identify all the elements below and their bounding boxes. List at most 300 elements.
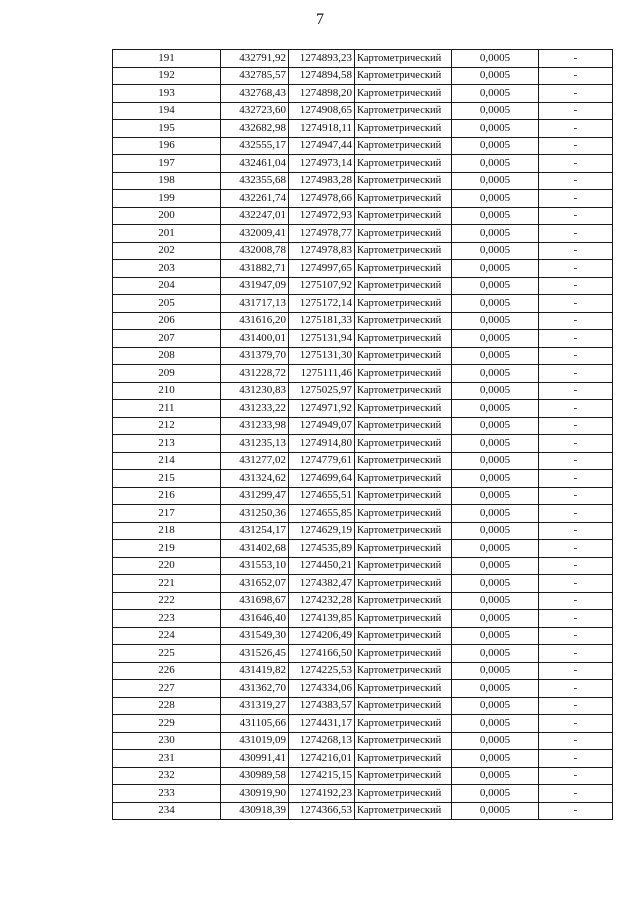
dash-cell: - xyxy=(539,417,613,435)
dash-cell: - xyxy=(539,645,613,663)
x-coordinate-cell: 431235,13 xyxy=(221,435,289,453)
table-row xyxy=(113,452,613,470)
dash-cell: - xyxy=(539,732,613,750)
table-row xyxy=(113,277,613,295)
method-cell: Картометрический xyxy=(355,435,452,453)
method-cell: Картометрический xyxy=(355,330,452,348)
point-number-cell: 199 xyxy=(113,190,221,208)
table-row xyxy=(113,435,613,453)
y-coordinate-cell: 1274268,13 xyxy=(289,732,355,750)
y-coordinate-cell: 1274971,92 xyxy=(289,400,355,418)
table-row xyxy=(113,697,613,715)
x-coordinate-cell: 431947,09 xyxy=(221,277,289,295)
method-cell: Картометрический xyxy=(355,50,452,68)
x-coordinate-cell: 431254,17 xyxy=(221,522,289,540)
point-number-cell: 222 xyxy=(113,592,221,610)
y-coordinate-cell: 1275131,94 xyxy=(289,330,355,348)
dash-cell: - xyxy=(539,592,613,610)
method-cell: Картометрический xyxy=(355,382,452,400)
y-coordinate-cell: 1274949,07 xyxy=(289,417,355,435)
dash-cell: - xyxy=(539,400,613,418)
y-coordinate-cell: 1274216,01 xyxy=(289,750,355,768)
table-row xyxy=(113,680,613,698)
accuracy-cell: 0,0005 xyxy=(452,540,539,558)
x-coordinate-cell: 432682,98 xyxy=(221,120,289,138)
dash-cell: - xyxy=(539,295,613,313)
x-coordinate-cell: 431299,47 xyxy=(221,487,289,505)
x-coordinate-cell: 430919,90 xyxy=(221,785,289,803)
point-number-cell: 198 xyxy=(113,172,221,190)
method-cell: Картометрический xyxy=(355,277,452,295)
dash-cell: - xyxy=(539,697,613,715)
x-coordinate-cell: 431277,02 xyxy=(221,452,289,470)
table-row xyxy=(113,592,613,610)
y-coordinate-cell: 1274655,85 xyxy=(289,505,355,523)
point-number-cell: 229 xyxy=(113,715,221,733)
point-number-cell: 231 xyxy=(113,750,221,768)
accuracy-cell: 0,0005 xyxy=(452,645,539,663)
y-coordinate-cell: 1274918,11 xyxy=(289,120,355,138)
method-cell: Картометрический xyxy=(355,242,452,260)
accuracy-cell: 0,0005 xyxy=(452,172,539,190)
x-coordinate-cell: 432555,17 xyxy=(221,137,289,155)
dash-cell: - xyxy=(539,277,613,295)
method-cell: Картометрический xyxy=(355,225,452,243)
point-number-cell: 233 xyxy=(113,785,221,803)
y-coordinate-cell: 1274978,66 xyxy=(289,190,355,208)
point-number-cell: 230 xyxy=(113,732,221,750)
dash-cell: - xyxy=(539,137,613,155)
y-coordinate-cell: 1274166,50 xyxy=(289,645,355,663)
dash-cell: - xyxy=(539,347,613,365)
dash-cell: - xyxy=(539,662,613,680)
table-row xyxy=(113,627,613,645)
table-row xyxy=(113,120,613,138)
y-coordinate-cell: 1274535,89 xyxy=(289,540,355,558)
method-cell: Картометрический xyxy=(355,120,452,138)
method-cell: Картометрический xyxy=(355,522,452,540)
x-coordinate-cell: 432355,68 xyxy=(221,172,289,190)
method-cell: Картометрический xyxy=(355,557,452,575)
accuracy-cell: 0,0005 xyxy=(452,312,539,330)
point-number-cell: 206 xyxy=(113,312,221,330)
table-row xyxy=(113,802,613,820)
accuracy-cell: 0,0005 xyxy=(452,715,539,733)
accuracy-cell: 0,0005 xyxy=(452,610,539,628)
point-number-cell: 196 xyxy=(113,137,221,155)
dash-cell: - xyxy=(539,522,613,540)
accuracy-cell: 0,0005 xyxy=(452,732,539,750)
method-cell: Картометрический xyxy=(355,610,452,628)
y-coordinate-cell: 1275107,92 xyxy=(289,277,355,295)
table-row xyxy=(113,715,613,733)
method-cell: Картометрический xyxy=(355,715,452,733)
dash-cell: - xyxy=(539,190,613,208)
y-coordinate-cell: 1275025,97 xyxy=(289,382,355,400)
method-cell: Картометрический xyxy=(355,487,452,505)
method-cell: Картометрический xyxy=(355,505,452,523)
dash-cell: - xyxy=(539,365,613,383)
accuracy-cell: 0,0005 xyxy=(452,295,539,313)
dash-cell: - xyxy=(539,470,613,488)
coordinates-table-body xyxy=(113,50,613,820)
x-coordinate-cell: 431646,40 xyxy=(221,610,289,628)
page-number: 7 xyxy=(316,11,324,28)
table-row xyxy=(113,522,613,540)
y-coordinate-cell: 1274383,57 xyxy=(289,697,355,715)
point-number-cell: 226 xyxy=(113,662,221,680)
x-coordinate-cell: 431379,70 xyxy=(221,347,289,365)
point-number-cell: 220 xyxy=(113,557,221,575)
accuracy-cell: 0,0005 xyxy=(452,505,539,523)
point-number-cell: 215 xyxy=(113,470,221,488)
method-cell: Картометрический xyxy=(355,592,452,610)
y-coordinate-cell: 1274366,53 xyxy=(289,802,355,820)
table-row xyxy=(113,330,613,348)
point-number-cell: 214 xyxy=(113,452,221,470)
dash-cell: - xyxy=(539,715,613,733)
table-row xyxy=(113,767,613,785)
method-cell: Картометрический xyxy=(355,697,452,715)
accuracy-cell: 0,0005 xyxy=(452,400,539,418)
y-coordinate-cell: 1274947,44 xyxy=(289,137,355,155)
accuracy-cell: 0,0005 xyxy=(452,225,539,243)
x-coordinate-cell: 431717,13 xyxy=(221,295,289,313)
table-row xyxy=(113,382,613,400)
point-number-cell: 203 xyxy=(113,260,221,278)
dash-cell: - xyxy=(539,120,613,138)
table-row xyxy=(113,575,613,593)
point-number-cell: 232 xyxy=(113,767,221,785)
x-coordinate-cell: 431105,66 xyxy=(221,715,289,733)
method-cell: Картометрический xyxy=(355,750,452,768)
table-row xyxy=(113,312,613,330)
point-number-cell: 209 xyxy=(113,365,221,383)
table-row xyxy=(113,610,613,628)
accuracy-cell: 0,0005 xyxy=(452,417,539,435)
point-number-cell: 217 xyxy=(113,505,221,523)
accuracy-cell: 0,0005 xyxy=(452,50,539,68)
x-coordinate-cell: 431324,62 xyxy=(221,470,289,488)
accuracy-cell: 0,0005 xyxy=(452,627,539,645)
dash-cell: - xyxy=(539,767,613,785)
accuracy-cell: 0,0005 xyxy=(452,750,539,768)
table-row xyxy=(113,557,613,575)
point-number-cell: 192 xyxy=(113,67,221,85)
method-cell: Картометрический xyxy=(355,85,452,103)
point-number-cell: 211 xyxy=(113,400,221,418)
x-coordinate-cell: 431616,20 xyxy=(221,312,289,330)
x-coordinate-cell: 432008,78 xyxy=(221,242,289,260)
dash-cell: - xyxy=(539,312,613,330)
dash-cell: - xyxy=(539,627,613,645)
x-coordinate-cell: 432261,74 xyxy=(221,190,289,208)
accuracy-cell: 0,0005 xyxy=(452,592,539,610)
y-coordinate-cell: 1274450,21 xyxy=(289,557,355,575)
accuracy-cell: 0,0005 xyxy=(452,347,539,365)
point-number-cell: 194 xyxy=(113,102,221,120)
method-cell: Картометрический xyxy=(355,575,452,593)
point-number-cell: 219 xyxy=(113,540,221,558)
y-coordinate-cell: 1274215,15 xyxy=(289,767,355,785)
method-cell: Картометрический xyxy=(355,172,452,190)
y-coordinate-cell: 1274997,65 xyxy=(289,260,355,278)
x-coordinate-cell: 431319,27 xyxy=(221,697,289,715)
accuracy-cell: 0,0005 xyxy=(452,802,539,820)
table-row xyxy=(113,225,613,243)
y-coordinate-cell: 1274139,85 xyxy=(289,610,355,628)
y-coordinate-cell: 1275172,14 xyxy=(289,295,355,313)
point-number-cell: 218 xyxy=(113,522,221,540)
y-coordinate-cell: 1275131,30 xyxy=(289,347,355,365)
method-cell: Картометрический xyxy=(355,295,452,313)
x-coordinate-cell: 431230,83 xyxy=(221,382,289,400)
table-row xyxy=(113,155,613,173)
dash-cell: - xyxy=(539,85,613,103)
x-coordinate-cell: 432723,60 xyxy=(221,102,289,120)
dash-cell: - xyxy=(539,680,613,698)
method-cell: Картометрический xyxy=(355,365,452,383)
table-row xyxy=(113,470,613,488)
accuracy-cell: 0,0005 xyxy=(452,155,539,173)
point-number-cell: 193 xyxy=(113,85,221,103)
y-coordinate-cell: 1274972,93 xyxy=(289,207,355,225)
point-number-cell: 191 xyxy=(113,50,221,68)
method-cell: Картометрический xyxy=(355,67,452,85)
point-number-cell: 210 xyxy=(113,382,221,400)
accuracy-cell: 0,0005 xyxy=(452,697,539,715)
table-row xyxy=(113,102,613,120)
dash-cell: - xyxy=(539,750,613,768)
x-coordinate-cell: 431233,22 xyxy=(221,400,289,418)
x-coordinate-cell: 432768,43 xyxy=(221,85,289,103)
point-number-cell: 216 xyxy=(113,487,221,505)
point-number-cell: 223 xyxy=(113,610,221,628)
point-number-cell: 205 xyxy=(113,295,221,313)
accuracy-cell: 0,0005 xyxy=(452,452,539,470)
x-coordinate-cell: 432247,01 xyxy=(221,207,289,225)
x-coordinate-cell: 431402,68 xyxy=(221,540,289,558)
y-coordinate-cell: 1274699,64 xyxy=(289,470,355,488)
accuracy-cell: 0,0005 xyxy=(452,470,539,488)
point-number-cell: 227 xyxy=(113,680,221,698)
y-coordinate-cell: 1274978,77 xyxy=(289,225,355,243)
accuracy-cell: 0,0005 xyxy=(452,522,539,540)
accuracy-cell: 0,0005 xyxy=(452,207,539,225)
method-cell: Картометрический xyxy=(355,540,452,558)
method-cell: Картометрический xyxy=(355,732,452,750)
point-number-cell: 221 xyxy=(113,575,221,593)
table-row xyxy=(113,662,613,680)
point-number-cell: 234 xyxy=(113,802,221,820)
x-coordinate-cell: 432785,57 xyxy=(221,67,289,85)
x-coordinate-cell: 431549,30 xyxy=(221,627,289,645)
point-number-cell: 204 xyxy=(113,277,221,295)
x-coordinate-cell: 431419,82 xyxy=(221,662,289,680)
dash-cell: - xyxy=(539,540,613,558)
accuracy-cell: 0,0005 xyxy=(452,330,539,348)
table-row xyxy=(113,207,613,225)
method-cell: Картометрический xyxy=(355,645,452,663)
dash-cell: - xyxy=(539,225,613,243)
dash-cell: - xyxy=(539,557,613,575)
point-number-cell: 195 xyxy=(113,120,221,138)
y-coordinate-cell: 1274983,28 xyxy=(289,172,355,190)
x-coordinate-cell: 431250,36 xyxy=(221,505,289,523)
dash-cell: - xyxy=(539,610,613,628)
method-cell: Картометрический xyxy=(355,312,452,330)
y-coordinate-cell: 1274629,19 xyxy=(289,522,355,540)
accuracy-cell: 0,0005 xyxy=(452,767,539,785)
method-cell: Картометрический xyxy=(355,662,452,680)
y-coordinate-cell: 1274893,23 xyxy=(289,50,355,68)
y-coordinate-cell: 1274779,61 xyxy=(289,452,355,470)
accuracy-cell: 0,0005 xyxy=(452,382,539,400)
table-row xyxy=(113,487,613,505)
dash-cell: - xyxy=(539,102,613,120)
accuracy-cell: 0,0005 xyxy=(452,102,539,120)
table-row xyxy=(113,347,613,365)
method-cell: Картометрический xyxy=(355,400,452,418)
dash-cell: - xyxy=(539,435,613,453)
x-coordinate-cell: 432009,41 xyxy=(221,225,289,243)
x-coordinate-cell: 432461,04 xyxy=(221,155,289,173)
accuracy-cell: 0,0005 xyxy=(452,487,539,505)
accuracy-cell: 0,0005 xyxy=(452,365,539,383)
dash-cell: - xyxy=(539,575,613,593)
table-row xyxy=(113,242,613,260)
accuracy-cell: 0,0005 xyxy=(452,575,539,593)
dash-cell: - xyxy=(539,802,613,820)
table-row xyxy=(113,190,613,208)
table-row xyxy=(113,50,613,68)
y-coordinate-cell: 1274914,80 xyxy=(289,435,355,453)
x-coordinate-cell: 431362,70 xyxy=(221,680,289,698)
x-coordinate-cell: 431553,10 xyxy=(221,557,289,575)
dash-cell: - xyxy=(539,382,613,400)
table-row xyxy=(113,750,613,768)
y-coordinate-cell: 1274894,58 xyxy=(289,67,355,85)
dash-cell: - xyxy=(539,505,613,523)
accuracy-cell: 0,0005 xyxy=(452,67,539,85)
y-coordinate-cell: 1274978,83 xyxy=(289,242,355,260)
point-number-cell: 207 xyxy=(113,330,221,348)
method-cell: Картометрический xyxy=(355,137,452,155)
x-coordinate-cell: 430991,41 xyxy=(221,750,289,768)
y-coordinate-cell: 1274908,65 xyxy=(289,102,355,120)
point-number-cell: 224 xyxy=(113,627,221,645)
dash-cell: - xyxy=(539,785,613,803)
method-cell: Картометрический xyxy=(355,347,452,365)
dash-cell: - xyxy=(539,330,613,348)
y-coordinate-cell: 1275181,33 xyxy=(289,312,355,330)
accuracy-cell: 0,0005 xyxy=(452,190,539,208)
accuracy-cell: 0,0005 xyxy=(452,557,539,575)
table-row xyxy=(113,67,613,85)
table-row xyxy=(113,85,613,103)
method-cell: Картометрический xyxy=(355,260,452,278)
y-coordinate-cell: 1274431,17 xyxy=(289,715,355,733)
y-coordinate-cell: 1274898,20 xyxy=(289,85,355,103)
accuracy-cell: 0,0005 xyxy=(452,680,539,698)
accuracy-cell: 0,0005 xyxy=(452,260,539,278)
x-coordinate-cell: 430989,58 xyxy=(221,767,289,785)
dash-cell: - xyxy=(539,172,613,190)
y-coordinate-cell: 1275111,46 xyxy=(289,365,355,383)
x-coordinate-cell: 431526,45 xyxy=(221,645,289,663)
method-cell: Картометрический xyxy=(355,102,452,120)
method-cell: Картометрический xyxy=(355,155,452,173)
dash-cell: - xyxy=(539,155,613,173)
table-row xyxy=(113,540,613,558)
x-coordinate-cell: 430918,39 xyxy=(221,802,289,820)
y-coordinate-cell: 1274655,51 xyxy=(289,487,355,505)
point-number-cell: 202 xyxy=(113,242,221,260)
method-cell: Картометрический xyxy=(355,785,452,803)
table-row xyxy=(113,732,613,750)
method-cell: Картометрический xyxy=(355,190,452,208)
table-row xyxy=(113,785,613,803)
table-row xyxy=(113,645,613,663)
method-cell: Картометрический xyxy=(355,470,452,488)
y-coordinate-cell: 1274334,06 xyxy=(289,680,355,698)
point-number-cell: 212 xyxy=(113,417,221,435)
accuracy-cell: 0,0005 xyxy=(452,277,539,295)
x-coordinate-cell: 431882,71 xyxy=(221,260,289,278)
point-number-cell: 208 xyxy=(113,347,221,365)
accuracy-cell: 0,0005 xyxy=(452,662,539,680)
method-cell: Картометрический xyxy=(355,802,452,820)
x-coordinate-cell: 432791,92 xyxy=(221,50,289,68)
dash-cell: - xyxy=(539,452,613,470)
dash-cell: - xyxy=(539,50,613,68)
point-number-cell: 225 xyxy=(113,645,221,663)
point-number-cell: 213 xyxy=(113,435,221,453)
table-row xyxy=(113,172,613,190)
method-cell: Картометрический xyxy=(355,207,452,225)
coordinates-table xyxy=(112,49,613,820)
point-number-cell: 228 xyxy=(113,697,221,715)
table-row xyxy=(113,365,613,383)
y-coordinate-cell: 1274206,49 xyxy=(289,627,355,645)
y-coordinate-cell: 1274225,53 xyxy=(289,662,355,680)
table-row xyxy=(113,295,613,313)
y-coordinate-cell: 1274192,23 xyxy=(289,785,355,803)
dash-cell: - xyxy=(539,67,613,85)
dash-cell: - xyxy=(539,260,613,278)
x-coordinate-cell: 431698,67 xyxy=(221,592,289,610)
accuracy-cell: 0,0005 xyxy=(452,85,539,103)
method-cell: Картометрический xyxy=(355,767,452,785)
x-coordinate-cell: 431228,72 xyxy=(221,365,289,383)
table-row xyxy=(113,137,613,155)
y-coordinate-cell: 1274382,47 xyxy=(289,575,355,593)
accuracy-cell: 0,0005 xyxy=(452,242,539,260)
point-number-cell: 200 xyxy=(113,207,221,225)
point-number-cell: 201 xyxy=(113,225,221,243)
dash-cell: - xyxy=(539,242,613,260)
table-row xyxy=(113,260,613,278)
accuracy-cell: 0,0005 xyxy=(452,785,539,803)
method-cell: Картометрический xyxy=(355,627,452,645)
point-number-cell: 197 xyxy=(113,155,221,173)
accuracy-cell: 0,0005 xyxy=(452,137,539,155)
dash-cell: - xyxy=(539,487,613,505)
method-cell: Картометрический xyxy=(355,680,452,698)
method-cell: Картометрический xyxy=(355,452,452,470)
table-row xyxy=(113,505,613,523)
x-coordinate-cell: 431652,07 xyxy=(221,575,289,593)
